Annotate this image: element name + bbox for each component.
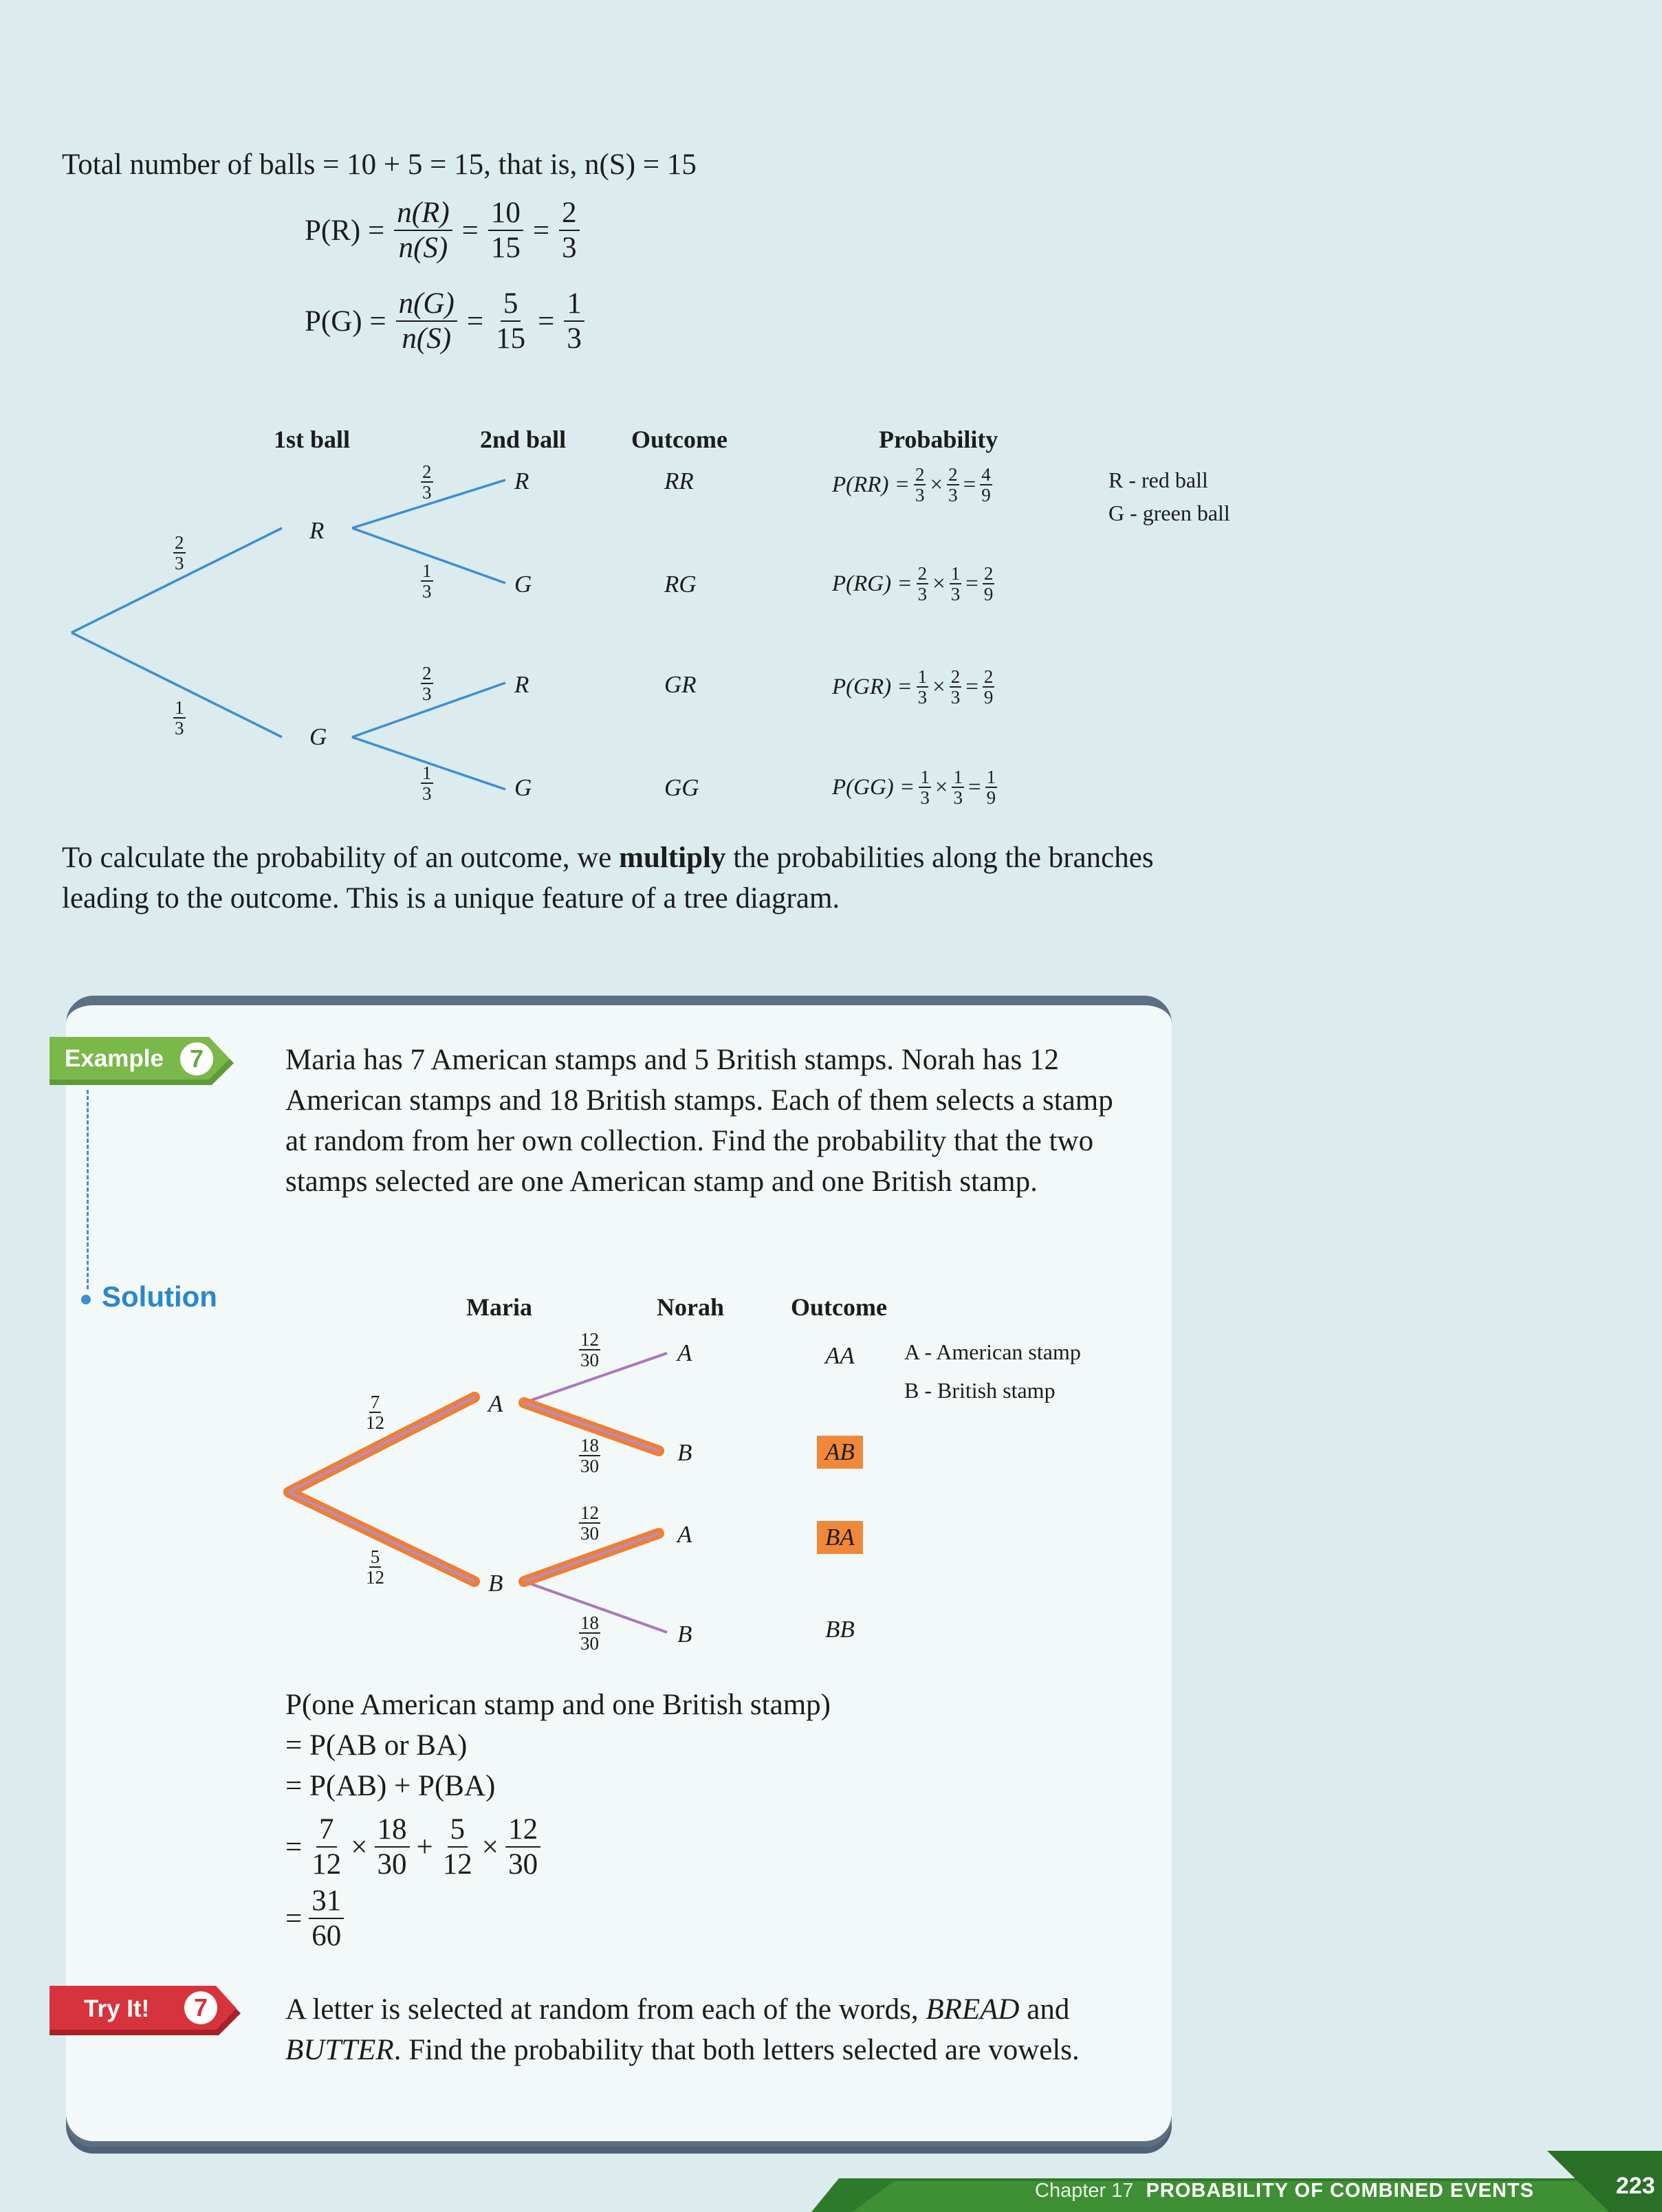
tree2-legend-american: A - American stamp [904, 1339, 1081, 1364]
page-number: 223 [1616, 2173, 1655, 2199]
tree1-prob-g: 1 3 [175, 697, 184, 738]
tree2-node-b: B [488, 1570, 503, 1597]
tree1-prob-expr-rr: P(RR) = $\frac{2}{3}$ × $\frac{2}{3}$ = $\frac{4}{9}$ [832, 464, 991, 505]
tree1-outcome-rr: RR [664, 468, 694, 494]
tree2-leaf-a1: A [677, 1339, 692, 1366]
tree1-outcome-gg: GG [664, 774, 699, 801]
tree1-prob-expr-gg: P(GG) = $\frac{1}{3}$ × $\frac{1}{3}$ = $\frac{1}{9}$ [832, 767, 996, 808]
tree2-outcome-ab: AB [817, 1436, 863, 1469]
example-dashed-connector [87, 1090, 89, 1289]
tree1-prob-expr-gr: P(GR) = $\frac{1}{3}$ × $\frac{2}{3}$ = $\frac{2}{9}$ [832, 666, 994, 708]
pg-formula: P(G) = $\frac{n(G)}{n(S)}$ = $\frac{5}{15}$ = $\frac{1}{3}$ [305, 287, 584, 355]
tree2-legend-british: B - British stamp [904, 1378, 1056, 1403]
tree2-leaf-b2: B [677, 1621, 692, 1647]
tree1-outcome-gr: GR [664, 671, 697, 698]
solution-line-3: = P(AB) + P(BA) [285, 1770, 496, 1802]
tree2-leaf-b1: B [677, 1439, 692, 1466]
tryit-number-badge: 7 [184, 1991, 217, 2024]
tree1-legend-red: R - red ball [1108, 468, 1208, 492]
tree1-outcome-rg: RG [664, 571, 697, 598]
total-balls-line: Total number of balls = 10 + 5 = 15, that is, n(S) = 15 [62, 149, 697, 181]
tree1-leaf-r2: R [514, 671, 529, 698]
tree1-branches [0, 0, 1662, 894]
tree2-outcome-bb: BB [825, 1616, 855, 1643]
tree1-header-2nd-ball: 2nd ball [480, 426, 567, 453]
tryit-tag: Try It! 7 [50, 1986, 241, 2035]
tree2-node-a: A [488, 1390, 503, 1417]
solution-line-5: = $\frac{31}{60}$ [285, 1884, 344, 1953]
tree1-prob-expr-rg: P(RG) = $\frac{2}{3}$ × $\frac{1}{3}$ = $\frac{2}{9}$ [832, 563, 994, 604]
tree2-header-norah: Norah [657, 1293, 724, 1321]
tree2-header-outcome: Outcome [791, 1293, 887, 1321]
tree1-leaf-g2: G [514, 774, 532, 801]
tree-explanation-paragraph: To calculate the probability of an outcome, we multiply the probabilities along the branches leading to the outcome. This is a unique feature of a tree diagram. [62, 842, 1154, 915]
tree2-outcome-aa: AA [825, 1342, 855, 1369]
tree2-header-maria: Maria [466, 1293, 532, 1321]
tree1-prob-rg: 1 3 [422, 560, 432, 602]
pr-formula: P(R) = $\frac{n(R)}{n(S)}$ = $\frac{10}{15}$ = $\frac{2}{3}$ [305, 196, 580, 265]
solution-line-1: P(one American stamp and one British stamp) [285, 1689, 831, 1721]
tree1-prob-gr: 2 3 [422, 663, 432, 704]
tree2-prob-a: 7 12 [366, 1392, 384, 1433]
example-tag: Example 7 [50, 1037, 234, 1085]
tree1-node-g: G [309, 723, 327, 750]
tree1-legend-green: G - green ball [1108, 501, 1230, 525]
tree1-header-probability: Probability [879, 426, 998, 453]
tree1-header-1st-ball: 1st ball [274, 426, 351, 453]
tryit-question: A letter is selected at random from each of the words, BREAD and BUTTER. Find the probability that both letters selected are vowels. [285, 1993, 1080, 2066]
tree2-prob-ab: 18 30 [580, 1435, 599, 1476]
tree1-prob-rr: 2 3 [422, 461, 432, 503]
footer-chapter: Chapter 17 PROBABILITY OF COMBINED EVENTS [1035, 2180, 1534, 2202]
tree2-outcome-ba: BA [817, 1521, 863, 1554]
tree1-leaf-g1: G [514, 571, 532, 598]
tree2-prob-aa: 12 30 [580, 1329, 599, 1370]
tree1-header-outcome: Outcome [631, 426, 728, 453]
tree2-leaf-a2: A [677, 1521, 692, 1548]
solution-label: Solution [102, 1280, 217, 1313]
solution-dot [81, 1295, 91, 1304]
solution-line-4: = $\frac{7}{12}$ × $\frac{18}{30}$ + $\frac{5}{12}$ × $\frac{12}{30}$ [285, 1813, 540, 1881]
example-number-badge: 7 [180, 1042, 213, 1075]
tree2-prob-ba: 12 30 [580, 1502, 599, 1544]
tree1-prob-gg: 1 3 [422, 763, 432, 804]
tree2-prob-bb: 18 30 [580, 1612, 599, 1654]
tree2-prob-b: 5 12 [366, 1546, 384, 1588]
tree1-prob-r: 2 3 [175, 532, 184, 573]
example-question: Maria has 7 American stamps and 5 British stamps. Norah has 12 American stamps and 18 British stamps. Each of them selects a stamp at random from her own collection. Find the probability that the two stamps selected are one American stamp and one British stamp. [285, 1044, 1113, 1198]
tree1-leaf-r1: R [514, 468, 529, 494]
solution-line-2: = P(AB or BA) [285, 1729, 468, 1762]
tree1-node-r: R [309, 517, 325, 544]
